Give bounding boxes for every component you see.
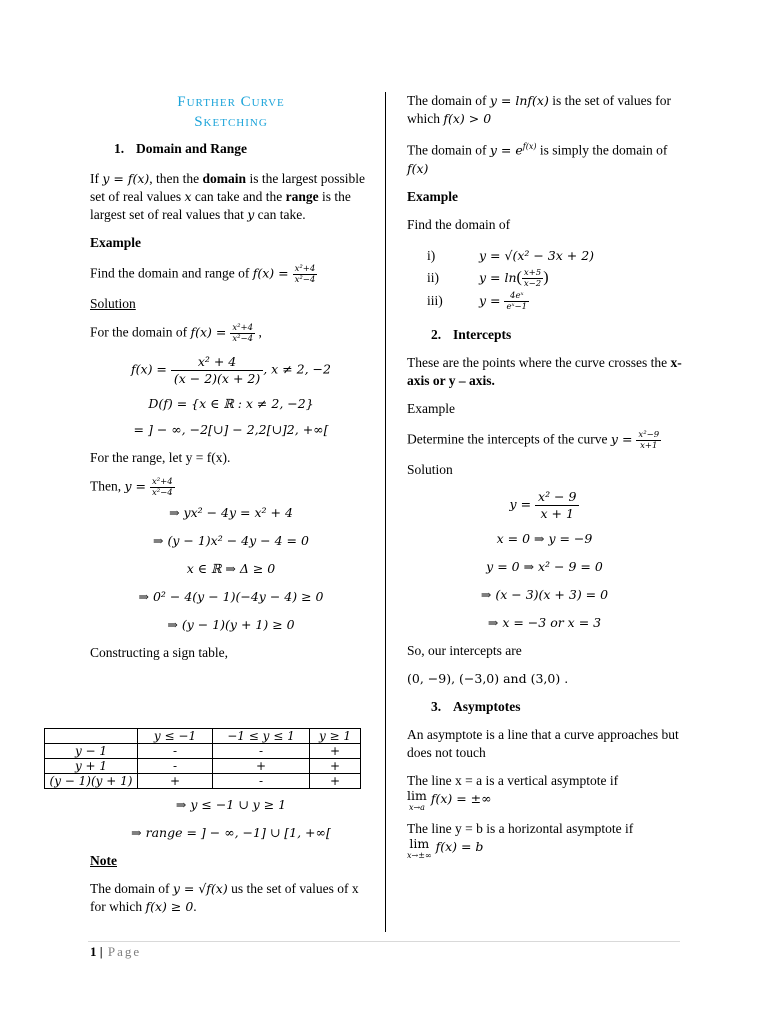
fx-factored: f(x) = $\frac{\text{x² + 4}}{(x - 2)(x + 2)}$ , x ≠ 2, −2 bbox=[131, 354, 331, 386]
title-line-2: Sketching bbox=[194, 114, 268, 130]
sign-table-intro: Constructing a sign table, bbox=[90, 645, 228, 660]
asymptote-definition: An asymptote is a line that a curve approaches but does not touch bbox=[407, 727, 679, 761]
left-column-bottom bbox=[90, 796, 372, 916]
table-cell: - bbox=[213, 774, 310, 789]
title-line-1: Further Curve bbox=[177, 94, 285, 110]
range-intro: For the range, let y = f(x). bbox=[90, 450, 231, 465]
column-divider bbox=[385, 92, 386, 932]
table-cell: y + 1 bbox=[45, 759, 138, 774]
note-paragraph: The domain of y = √f(x) us the set of values of x for which f(x) ≥ 0. bbox=[90, 881, 359, 914]
table-cell: - bbox=[138, 759, 213, 774]
table-cell: y ≥ 1 bbox=[310, 729, 361, 744]
intercept-function: y = $\frac{\text{x² − 9}}{x + 1}$ bbox=[407, 489, 682, 522]
section-2-heading: 2. Intercepts bbox=[431, 327, 512, 343]
domain-set: D(f) = {x ∈ ℝ : x ≠ 2, −2} bbox=[148, 396, 314, 411]
intercept-step-3: ⇒ (x − 3)(x + 3) = 0 bbox=[480, 587, 609, 603]
intro-paragraph: If y = f(x), then the domain is the largest possible set of real values x can take and the range is the largest set of real values that y can take. bbox=[90, 171, 366, 222]
table-cell: −1 ≤ y ≤ 1 bbox=[213, 729, 310, 744]
vertical-asymptote-rule: The line x = a is a vertical asymptote if bbox=[407, 773, 619, 789]
example-heading: Example bbox=[90, 235, 142, 250]
table-cell: - bbox=[213, 744, 310, 759]
equation-3: x ∈ ℝ ⇒ Δ ≥ 0 bbox=[186, 561, 276, 576]
equation-1: ⇒ yx² − 4y = x² + 4 bbox=[169, 505, 293, 520]
section-1-heading: 1. Domain and Range bbox=[114, 141, 248, 156]
solution-label-right: Solution bbox=[407, 462, 453, 478]
solution-heading: Solution bbox=[90, 296, 136, 311]
section-3-heading: 3. Asymptotes bbox=[431, 699, 521, 715]
horizontal-asymptote-rule: The line y = b is a horizontal asymptote if bbox=[407, 821, 634, 837]
right-column bbox=[407, 92, 682, 862]
page-footer bbox=[90, 944, 141, 960]
domain-exercise-list bbox=[407, 246, 682, 313]
exp-domain-paragraph: The domain of $y = e^{f(x)}$ is simply the domain of f(x) bbox=[407, 142, 668, 176]
determine-intercepts: Determine the intercepts of the curve y = $\frac{\text{x²−9}}{x+1}$ bbox=[407, 430, 660, 452]
then-line: Then, y = $\frac{\text{x²+4}}{\text{x²−4}}$ bbox=[90, 477, 173, 498]
page-number: 1 | bbox=[90, 944, 103, 959]
example-label-2: Example bbox=[407, 401, 455, 417]
sign-table bbox=[44, 728, 361, 789]
equation-6: ⇒ y ≤ −1 ∪ y ≥ 1 bbox=[175, 797, 287, 812]
example-heading-right: Example bbox=[407, 188, 459, 204]
intercept-step-1: x = 0 ⇒ y = −9 bbox=[496, 531, 593, 547]
table-row bbox=[45, 759, 361, 774]
table-cell: + bbox=[310, 774, 361, 789]
intercept-points: (0, −9), (−3,0) and (3,0) . bbox=[407, 671, 569, 687]
page-word: Page bbox=[102, 944, 142, 959]
find-domain-range: Find the domain and range of f(x) = $\frac{\text{x²+4}}{\text{x²−4}}$ bbox=[90, 264, 316, 285]
footer-divider bbox=[88, 941, 680, 942]
equation-2: ⇒ (y − 1)x² − 4y − 4 = 0 bbox=[153, 533, 309, 548]
table-cell: (y − 1)(y + 1) bbox=[45, 774, 138, 789]
table-cell: + bbox=[213, 759, 310, 774]
table-row bbox=[45, 744, 361, 759]
table-cell: - bbox=[138, 744, 213, 759]
table-row bbox=[45, 774, 361, 789]
for-domain-line: For the domain of f(x) = $\frac{\text{x²+4}}{\text{x²−4}}$ , bbox=[90, 323, 262, 344]
note-heading: Note bbox=[90, 853, 117, 868]
fraction: $\frac{\text{x²+4}}{\text{x²−4}}$ bbox=[294, 264, 316, 285]
intercepts-definition: These are the points where the curve crosses the x- axis or y – axis. bbox=[407, 355, 682, 389]
range-result: ⇒ range = ] − ∞, −1] ∪ [1, +∞[ bbox=[131, 825, 331, 840]
table-cell: + bbox=[138, 774, 213, 789]
table-cell: + bbox=[310, 759, 361, 774]
vertical-limit: lim x→a f(x) = ±∞ bbox=[407, 788, 492, 813]
horizontal-limit: lim x→±∞ f(x) = b bbox=[407, 836, 484, 861]
equation-4: ⇒ 0² − 4(y − 1)(−4y − 4) ≥ 0 bbox=[138, 589, 324, 604]
find-domain-of: Find the domain of bbox=[407, 216, 511, 232]
list-item: iii) y = $\frac{\text{4eˣ}}{\text{eˣ−1}}$ bbox=[427, 291, 528, 313]
left-column bbox=[90, 140, 372, 662]
list-item: ii) y = ln( $\frac{x+5}{x-2}$ ) bbox=[427, 267, 549, 289]
table-cell: + bbox=[310, 744, 361, 759]
table-header-row bbox=[45, 729, 361, 744]
table-cell bbox=[45, 729, 138, 744]
list-item: i) y = √(x² − 3x + 2) bbox=[427, 247, 595, 263]
table-cell: y − 1 bbox=[45, 744, 138, 759]
table-cell: y ≤ −1 bbox=[138, 729, 213, 744]
intercepts-summary: So, our intercepts are bbox=[407, 643, 522, 659]
intercept-step-2: y = 0 ⇒ x² − 9 = 0 bbox=[486, 559, 603, 575]
intercept-step-4: ⇒ x = −3 or x = 3 bbox=[487, 615, 602, 631]
ln-domain-paragraph: The domain of y = lnf(x) is the set of values for which f(x) > 0 bbox=[407, 93, 672, 126]
document-title bbox=[90, 92, 372, 132]
equation-5: ⇒ (y − 1)(y + 1) ≥ 0 bbox=[167, 617, 295, 632]
domain-intervals: = ] − ∞, −2[∪] − 2,2[∪]2, +∞[ bbox=[133, 422, 329, 437]
